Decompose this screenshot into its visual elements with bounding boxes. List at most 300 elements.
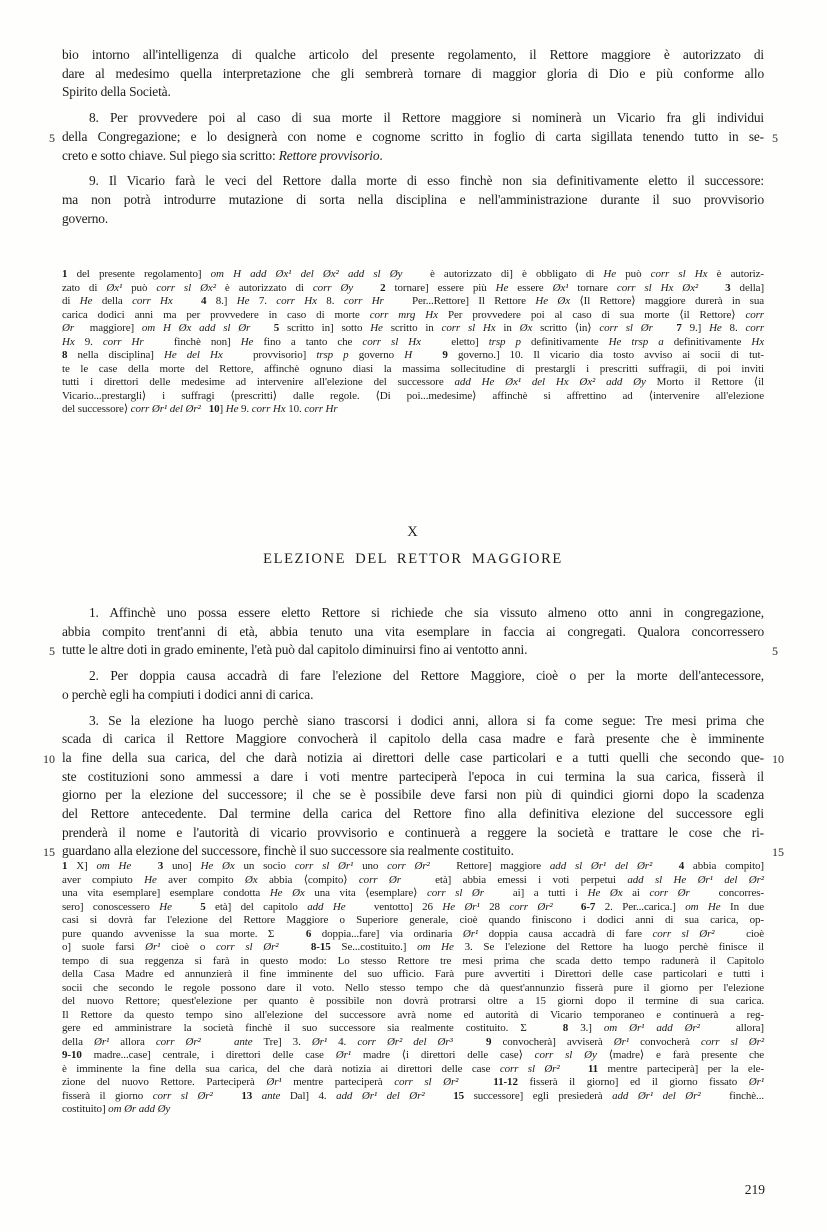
text-segment xyxy=(250,322,274,334)
text-segment: successore] egli presiederà xyxy=(464,1089,613,1102)
text-segment: una vita esemplare] esemplare condotta xyxy=(62,887,270,899)
text-line xyxy=(62,147,764,166)
siglum-or-editorial-term: trsp p xyxy=(316,349,349,361)
line-content xyxy=(62,955,764,969)
line-number-right: 10 xyxy=(772,751,784,766)
text-segment xyxy=(553,901,581,913)
text-segment: costituito] xyxy=(62,1103,109,1115)
line-content xyxy=(62,147,764,166)
line-content xyxy=(62,376,764,390)
siglum-or-editorial-term: He xyxy=(370,322,383,334)
text-line xyxy=(62,363,764,377)
siglum-or-editorial-term: Ør¹ xyxy=(266,1076,282,1088)
line-content xyxy=(62,914,764,928)
text-segment: 3. Se l'elezione del Rettore ha luogo perchè finisce il xyxy=(453,941,764,953)
text-segment: scada di carica il Rettore Maggiore convocherà il capitolo della casa madre e farà presente che è imminente xyxy=(62,731,764,747)
siglum-or-editorial-term: corr sl Ør² xyxy=(652,927,715,940)
text-segment: 4. xyxy=(327,1035,358,1048)
siglum-or-editorial-term: Ør¹ xyxy=(748,1076,765,1088)
line-content xyxy=(62,309,764,323)
text-segment: della Congregazione; e lo designerà con nome e cognome scritto in foglio di carta sigillata tenendo tutto in se- xyxy=(62,128,764,144)
text-line xyxy=(62,604,764,623)
text-line xyxy=(62,1063,764,1077)
text-segment: Per provvedere poi al caso di sua morte ⟨il Rettore⟩ xyxy=(437,308,746,321)
apparatus-line-ref: 9 xyxy=(486,1035,492,1048)
siglum-or-editorial-term: corr sl Ør xyxy=(599,322,653,334)
text-line xyxy=(62,968,764,982)
line-content xyxy=(62,860,764,874)
text-line xyxy=(62,1049,764,1063)
siglum-or-editorial-term: Ør¹ xyxy=(145,941,161,953)
text-segment: tutti i direttori delle medesime ad intervenire all'elezione del successore xyxy=(62,376,455,388)
text-segment xyxy=(698,282,725,294)
text-segment: finchè... xyxy=(700,1089,765,1102)
text-segment: 9.] xyxy=(681,322,710,334)
siglum-or-editorial-term: trsp p xyxy=(488,335,521,348)
text-line xyxy=(62,46,764,65)
text-segment: del presente regolamento] xyxy=(67,268,211,280)
text-segment: te le case della morte del Rettore, affinchè ognuno diasi la massima sollecitudine di prestargli i prescritti suffragii, di poi inviti xyxy=(62,362,764,375)
siglum-or-editorial-term: om Ør add Øy xyxy=(108,1103,171,1115)
siglum-or-editorial-term: corr Ør xyxy=(649,887,690,899)
apparatus-line-ref: 4 xyxy=(200,295,207,307)
text-segment: madre ⟨i direttori delle case⟩ xyxy=(350,1049,535,1061)
siglum-or-editorial-term: add Ør¹ del Ør² xyxy=(336,1089,425,1102)
text-line xyxy=(62,712,764,731)
apparatus-line-ref: 13 xyxy=(241,1089,253,1102)
siglum-or-editorial-term: Rettore provvisorio xyxy=(278,147,380,163)
siglum-or-editorial-term: Øx¹ xyxy=(106,281,123,294)
text-segment: la fine della sua carica, del che darà notizia ai direttori delle case particolari e a tutti quelli che secondo que- xyxy=(62,749,764,765)
text-segment: fisserà il giorno] ed il giorno fissato xyxy=(517,1076,749,1088)
line-number-right: 15 xyxy=(772,845,784,860)
siglum-or-editorial-term: corr sl Hx Øx² xyxy=(616,281,699,294)
siglum-or-editorial-term: om He xyxy=(96,860,132,872)
siglum-or-editorial-term: ante xyxy=(234,1035,253,1048)
line-content xyxy=(62,1090,764,1104)
siglum-or-editorial-term: corr sl Ør xyxy=(426,887,484,899)
siglum-or-editorial-term: corr Øy xyxy=(312,281,354,294)
text-line xyxy=(49,128,778,147)
text-segment: dare al medesimo quella interpretazione che gli sembrerà tornare di maggior gloria di Dio e più conforme allo xyxy=(62,65,764,81)
line-content xyxy=(62,1049,764,1063)
apparatus-line-ref: 5 xyxy=(200,900,206,913)
line-content xyxy=(62,268,764,282)
apparatus-line-ref: 7 xyxy=(676,322,682,334)
line-content xyxy=(62,604,764,623)
text-segment: gere ed amministrare la società finchè il suo successore sia realmente costituito. Σ xyxy=(62,1022,563,1034)
text-line xyxy=(62,667,764,686)
text-segment: zione del nuovo Rettore. Parteciperà xyxy=(62,1076,267,1088)
text-segment xyxy=(252,1090,262,1102)
siglum-or-editorial-term: He xyxy=(144,873,157,886)
apparatus-line-ref: 3 xyxy=(725,281,731,294)
line-content xyxy=(62,390,764,404)
text-segment: mentre parteciperà xyxy=(281,1076,395,1088)
text-segment: governo xyxy=(348,349,405,361)
line-content xyxy=(62,349,764,363)
text-line xyxy=(62,1009,764,1023)
text-segment: Per...Rettore] Il Rettore xyxy=(383,295,536,307)
siglum-or-editorial-term: Ør¹ xyxy=(613,1035,630,1048)
text-segment xyxy=(453,1036,486,1048)
siglum-or-editorial-term: om H add Øx¹ del Øx² add sl Øy xyxy=(210,268,403,280)
text-segment xyxy=(213,1090,242,1102)
line-content xyxy=(62,928,764,942)
line-content xyxy=(62,322,764,336)
apparatus-line-ref: 3 xyxy=(157,860,164,872)
text-segment: allora xyxy=(109,1035,156,1048)
continuation-text-block xyxy=(49,46,778,228)
siglum-or-editorial-term: He xyxy=(709,322,722,334)
text-line xyxy=(62,268,764,282)
text-segment: essere xyxy=(508,281,553,294)
text-segment: ventotto] 26 xyxy=(345,900,443,913)
siglum-or-editorial-term: corr sl Ør² xyxy=(499,1062,560,1075)
apparatus-line-ref: 8-15 xyxy=(310,941,331,953)
text-segment: prenderà il nome e l'autorità di vicario provvisorio e continuerà a reggere la società e trattare le cose che ri- xyxy=(62,824,764,840)
text-line xyxy=(62,623,764,642)
siglum-or-editorial-term: He xyxy=(225,403,239,415)
text-segment: Morto il Rettore ⟨il xyxy=(645,376,765,388)
line-content xyxy=(62,363,764,377)
line-content xyxy=(62,887,764,901)
text-segment: madre...case] centrale, i direttori delle case xyxy=(81,1049,336,1061)
text-line xyxy=(49,641,778,660)
text-segment: cioè o xyxy=(160,941,217,953)
text-line xyxy=(62,887,764,901)
siglum-or-editorial-term: Ør¹ xyxy=(93,1035,110,1048)
text-segment: del successore⟩ xyxy=(62,403,131,415)
text-segment xyxy=(172,901,200,913)
text-segment xyxy=(560,1063,588,1075)
text-line xyxy=(62,805,764,824)
text-segment: o perchè egli ha compiuti i dodici anni di carica. xyxy=(62,686,314,702)
text-segment: tempo di sua reggenza si farà in questo modo: Lo stesso Rettore tre mesi prima che scada detto tempo radunerà il Capitolo xyxy=(62,954,764,967)
text-segment: della xyxy=(92,295,133,307)
text-segment: ste costituzioni sono ammessi a dare i voti mentre parteciperà l'epoca in cui termina la sua carica, fisserà il xyxy=(62,768,764,784)
line-content xyxy=(62,995,764,1009)
siglum-or-editorial-term: corr Hx xyxy=(276,295,317,307)
siglum-or-editorial-term: corr sl Ør² xyxy=(216,941,279,953)
siglum-or-editorial-term: corr Ør² del Ør³ xyxy=(357,1035,453,1048)
text-segment: della] xyxy=(730,281,765,294)
siglum-or-editorial-term: corr Hr xyxy=(102,335,144,348)
text-segment: è autoriz- xyxy=(707,268,764,280)
siglum-or-editorial-term: add He xyxy=(307,900,346,913)
siglum-or-editorial-term: om H Øx add sl Ør xyxy=(141,322,251,334)
text-line xyxy=(62,309,764,323)
siglum-or-editorial-term: corr sl Hx xyxy=(362,335,421,348)
siglum-or-editorial-term: corr Hx xyxy=(251,403,286,415)
text-segment: ⟨madre⟩ e farà presente che xyxy=(596,1049,765,1061)
text-segment: 8. Per provvedere poi al caso di sua morte il Rettore maggiore si nominerà un Vicario fra gli individui xyxy=(89,110,764,126)
line-number-left: 5 xyxy=(49,644,55,659)
text-segment: Dal] 4. xyxy=(280,1089,337,1102)
text-line xyxy=(62,955,764,969)
line-content xyxy=(62,805,764,824)
text-segment: Spirito della Società. xyxy=(62,84,171,100)
siglum-or-editorial-term: He Øx xyxy=(200,860,235,872)
text-segment: fino a tanto che xyxy=(253,335,363,348)
chapter-title: ELEZIONE DEL RETTOR MAGGIORE xyxy=(263,551,563,567)
text-segment: pure quando avvenisse la sua morte. Σ xyxy=(62,927,306,940)
line-content xyxy=(62,128,764,147)
siglum-or-editorial-term: corr sl Ør² xyxy=(152,1089,213,1102)
text-segment: mentre parteciperà] per la ele- xyxy=(598,1062,765,1075)
apparatus-line-ref: 11 xyxy=(587,1062,599,1075)
siglum-or-editorial-term: corr Hx xyxy=(132,295,173,307)
siglum-or-editorial-term: corr sl Ør¹ xyxy=(294,860,354,872)
text-segment xyxy=(279,941,311,953)
text-line xyxy=(62,336,764,350)
siglum-or-editorial-term: Hx xyxy=(751,335,764,348)
text-line xyxy=(62,786,764,805)
text-segment: aver compito xyxy=(156,873,245,886)
apparatus-line-ref: 5 xyxy=(273,322,280,334)
apparatus-criticus-1 xyxy=(62,268,764,417)
text-segment: tornare] essere più xyxy=(385,281,496,294)
line-content xyxy=(62,623,764,642)
text-segment: 8. xyxy=(316,295,344,307)
apparatus-line-ref: 6-7 xyxy=(580,900,596,913)
text-line xyxy=(62,83,764,102)
text-segment: scritto in xyxy=(382,322,442,334)
text-segment: è imminente la fine della sua carica, del che darà notizia ai direttori delle case xyxy=(62,1062,500,1075)
text-line xyxy=(43,749,784,768)
text-segment: 10. xyxy=(285,403,305,415)
text-segment: o] suole farsi xyxy=(62,941,146,953)
text-segment: ma non potrà introdurre mutazione di sorta nella disciplina e nell'amministrazione durante il suo provvisorio xyxy=(62,191,764,207)
apparatus-line-ref: 1 xyxy=(62,268,68,280)
text-line xyxy=(62,1022,764,1036)
text-line xyxy=(62,928,764,942)
siglum-or-editorial-term: He Øx xyxy=(269,887,305,899)
siglum-or-editorial-term: add sl Ør¹ del Ør² xyxy=(549,860,653,872)
text-line xyxy=(62,768,764,787)
text-line xyxy=(62,109,764,128)
text-segment xyxy=(353,282,380,294)
text-segment: maggiore] xyxy=(74,322,142,334)
text-segment: casi si dovrà far l'elezione del Rettore Maggiore o Superiore generale, cioè quando finiscono i dodici anni di sua carica, op- xyxy=(62,914,764,926)
line-content xyxy=(62,109,764,128)
text-segment: Se...costituito.] xyxy=(330,941,418,953)
chapter-number: X xyxy=(407,524,419,540)
siglum-or-editorial-term: corr Ør¹ del Ør² xyxy=(130,403,201,415)
siglum-or-editorial-term: He del Hx xyxy=(164,349,223,361)
text-segment: è autorizzato di] è obbligato di xyxy=(402,268,604,280)
text-line xyxy=(62,349,764,363)
text-line xyxy=(62,172,764,191)
text-segment: della xyxy=(62,1035,94,1048)
text-segment: scritto ⟨in⟩ xyxy=(532,322,600,334)
text-segment: Tre] 3. xyxy=(252,1035,312,1048)
text-segment: In due xyxy=(720,900,765,913)
siglum-or-editorial-term: Ør¹ xyxy=(335,1049,351,1061)
siglum-or-editorial-term: ante xyxy=(261,1089,281,1102)
text-segment: doppia causa accadrà di fare xyxy=(478,927,653,940)
text-segment: provvisorio] xyxy=(222,349,317,361)
text-line xyxy=(62,914,764,928)
text-segment: governo.] 10. Il vicario dia tosto avviso ai socii di tut- xyxy=(447,349,764,361)
text-segment: età] del capitolo xyxy=(205,900,308,913)
text-segment: convocherà] avviserà xyxy=(491,1035,614,1048)
text-line xyxy=(62,65,764,84)
text-line xyxy=(62,295,764,309)
text-segment: è autorizzato di xyxy=(215,281,313,294)
text-line xyxy=(62,824,764,843)
siglum-or-editorial-term: corr Ør xyxy=(358,873,401,886)
siglum-or-editorial-term: He xyxy=(236,295,250,307)
text-segment: eletto] xyxy=(420,335,489,348)
line-content xyxy=(62,786,764,805)
text-segment: 28 xyxy=(479,900,510,913)
apparatus-line-ref: 11-12 xyxy=(493,1076,518,1088)
text-segment: governo. xyxy=(62,210,109,226)
text-segment: nella disciplina] xyxy=(67,349,164,361)
line-content xyxy=(62,982,764,996)
line-content xyxy=(62,210,764,229)
text-segment: 3. Se la elezione ha luogo perchè siano trascorsi i dodici anni, allora si fa come segue: Tre mesi prima che xyxy=(89,712,764,728)
text-segment: creto e sotto chiave. Sul piego sia scritto: xyxy=(62,147,279,163)
text-segment: ai xyxy=(622,887,650,899)
text-segment xyxy=(201,403,209,415)
apparatus-line-ref: 6 xyxy=(305,927,312,940)
text-segment: del Rettore antecedente. Dal termine della carica del Rettore fino alla definitiva elezione del successore egli xyxy=(62,806,764,822)
apparatus-line-ref: 4 xyxy=(678,860,685,872)
siglum-or-editorial-term: corr Hr xyxy=(343,295,384,307)
text-segment: ] xyxy=(219,403,226,415)
line-number-left: 5 xyxy=(49,130,55,145)
line-content xyxy=(62,1076,764,1090)
siglum-or-editorial-term: corr sl Øx² xyxy=(156,281,216,294)
siglum-or-editorial-term: corr xyxy=(745,322,765,334)
text-line xyxy=(43,842,784,861)
text-segment xyxy=(173,295,201,307)
text-segment: fisserà il giorno xyxy=(62,1089,153,1102)
text-segment: uno xyxy=(353,860,388,872)
siglum-or-editorial-term: H xyxy=(404,349,413,361)
text-line xyxy=(62,730,764,749)
siglum-or-editorial-term: He Ør¹ xyxy=(442,900,480,913)
apparatus-line-ref: 9 xyxy=(442,349,448,361)
text-segment: ⟨Il Rettore⟩ maggiore durerà in sua xyxy=(570,295,765,307)
text-line xyxy=(62,1076,764,1090)
text-segment: definitivamente xyxy=(520,335,609,348)
line-content xyxy=(62,730,764,749)
chapter-text-block xyxy=(43,604,784,861)
text-segment: 8. xyxy=(721,322,746,334)
line-number-right: 5 xyxy=(772,130,778,145)
text-line xyxy=(62,1036,764,1050)
siglum-or-editorial-term: corr sl Ør² xyxy=(700,1035,765,1048)
text-line xyxy=(62,1090,764,1104)
text-segment: allora] xyxy=(699,1022,764,1034)
text-segment: X] xyxy=(67,860,97,872)
text-segment xyxy=(458,1076,493,1088)
apparatus-line-ref: 15 xyxy=(453,1089,465,1102)
line-content xyxy=(62,83,764,102)
text-segment: abbia ⟨compito⟩ xyxy=(257,873,359,886)
siglum-or-editorial-term: add Ør¹ del Ør² xyxy=(612,1089,701,1102)
text-segment: 9. xyxy=(74,335,103,348)
text-segment: tutte le altre doti in grado eminente, l'età può dal capitolo diminuirsi fino ai ventotto anni. xyxy=(62,642,528,658)
siglum-or-editorial-term: corr sl Hx xyxy=(650,268,708,280)
siglum-or-editorial-term: corr sl Øy xyxy=(534,1049,597,1061)
text-line xyxy=(62,941,764,955)
siglum-or-editorial-term: corr mrg Hx xyxy=(369,308,438,321)
line-content xyxy=(62,874,764,888)
text-line xyxy=(62,1103,764,1117)
text-segment xyxy=(425,1090,454,1102)
text-line xyxy=(62,403,764,417)
siglum-or-editorial-term: Øx¹ xyxy=(552,281,569,294)
siglum-or-editorial-term: He trsp a xyxy=(608,335,664,348)
text-segment: abbia compito] xyxy=(684,860,764,872)
apparatus-line-ref: 2 xyxy=(380,281,386,294)
text-line xyxy=(62,874,764,888)
text-line xyxy=(62,390,764,404)
text-line xyxy=(62,210,764,229)
siglum-or-editorial-term: om Ør¹ add Ør² xyxy=(603,1022,700,1034)
apparatus-line-ref: 1 xyxy=(62,860,68,872)
text-segment: finchè non] xyxy=(143,335,241,348)
line-content xyxy=(62,295,764,309)
line-content xyxy=(62,191,764,210)
text-segment xyxy=(412,349,442,361)
text-segment: definitivamente xyxy=(663,335,752,348)
apparatus-line-ref: 10 xyxy=(208,403,220,415)
line-content xyxy=(62,1036,764,1050)
line-number-left: 15 xyxy=(43,845,55,860)
section-heading xyxy=(62,524,764,568)
line-content xyxy=(62,901,764,915)
line-content xyxy=(62,968,764,982)
text-segment: concorres- xyxy=(689,887,764,899)
text-line xyxy=(62,995,764,1009)
text-line xyxy=(62,860,764,874)
text-line xyxy=(62,322,764,336)
line-content xyxy=(62,1063,764,1077)
text-segment xyxy=(653,322,677,334)
text-segment xyxy=(652,860,679,872)
line-content xyxy=(62,842,764,861)
text-segment: socii che secondo le regole possono dare il voto. Nello stesso tempo che dà quest'annunzio fisserà pure il giorno per l'elezione xyxy=(62,981,764,994)
text-segment: età] abbia emessi i voti perpetui xyxy=(400,873,628,886)
text-segment: un socio xyxy=(234,860,295,872)
siglum-or-editorial-term: add He Øx¹ del Hx Øx² add Øy xyxy=(454,376,646,388)
siglum-or-editorial-term: Øx xyxy=(519,322,533,334)
siglum-or-editorial-term: corr Ør² xyxy=(509,900,553,913)
text-line xyxy=(62,376,764,390)
siglum-or-editorial-term: He Øx xyxy=(587,887,623,899)
siglum-or-editorial-term: om He xyxy=(417,941,454,953)
text-segment: 9. Il Vicario farà le veci del Rettore dalla morte di esso finchè non sia definitivamente eletto il successore: xyxy=(89,173,764,189)
text-segment: . xyxy=(379,147,383,163)
text-segment: 3.] xyxy=(568,1022,604,1034)
text-segment: aver compiuto xyxy=(62,873,145,886)
text-segment: cioè xyxy=(714,927,764,940)
line-content xyxy=(62,941,764,955)
text-segment: 2. Per...carica.] xyxy=(595,900,686,913)
siglum-or-editorial-term: Ør xyxy=(62,322,75,334)
text-line xyxy=(62,901,764,915)
line-content xyxy=(62,1009,764,1023)
text-segment: Vicario...prestargli⟩ i suffragi ⟨prescritti⟩ dalle regole. ⟨Di poi...medesime⟩ affinchè si affrettino ad ⟨intervenire all'elezione xyxy=(62,389,764,402)
text-segment: una vita ⟨esemplare⟩ xyxy=(304,887,427,899)
text-line xyxy=(62,282,764,296)
line-content xyxy=(62,1022,764,1036)
